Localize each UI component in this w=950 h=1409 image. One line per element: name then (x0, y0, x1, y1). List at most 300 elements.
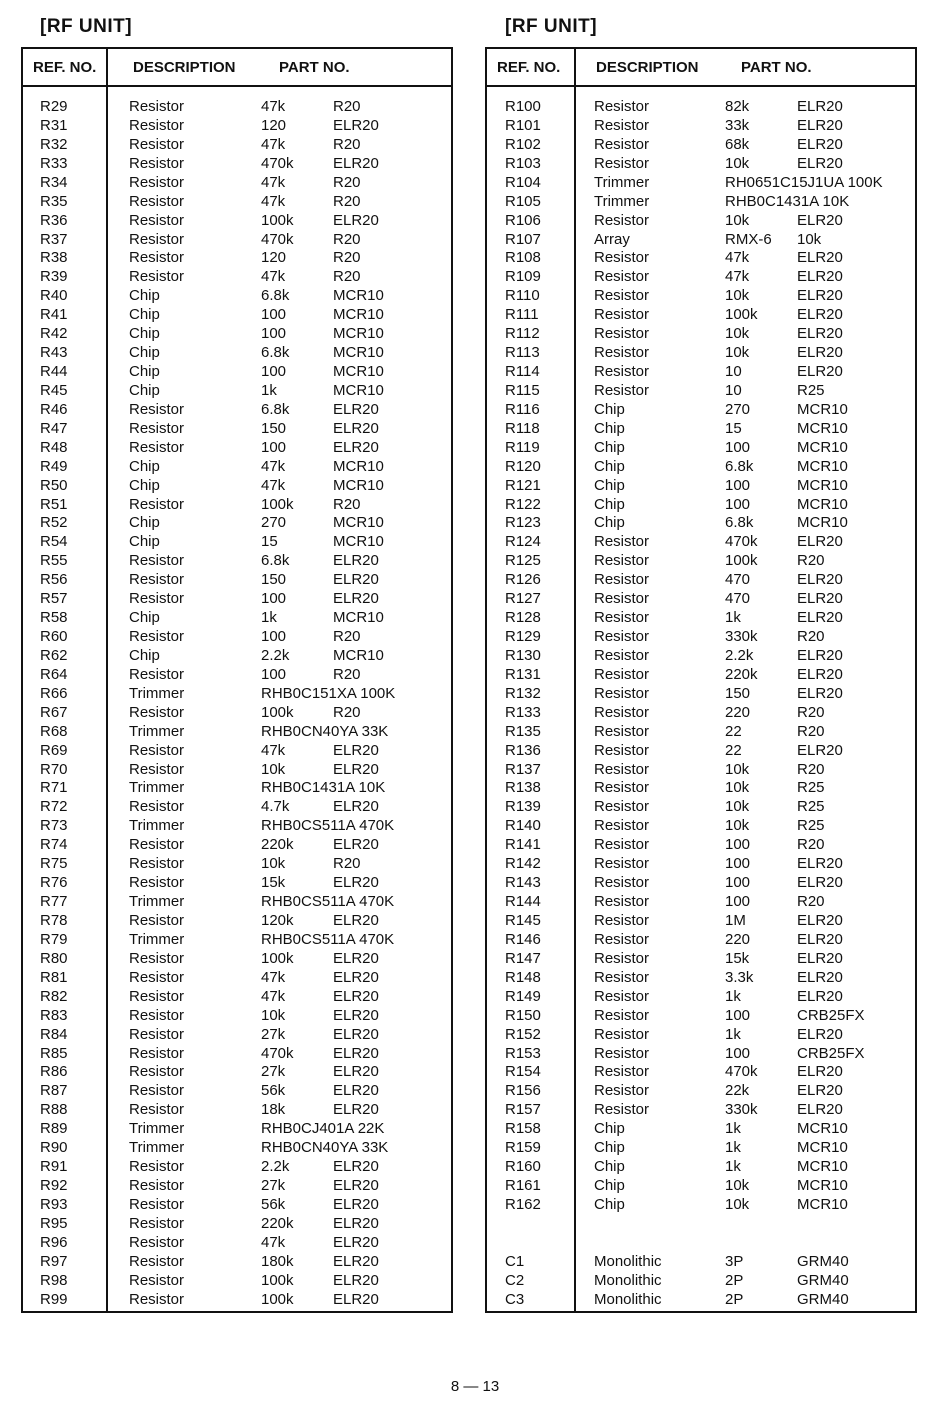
ref-no-cell: R31 (40, 116, 68, 134)
table-row (23, 343, 451, 362)
table-row (487, 627, 915, 646)
description-cell: Resistor (129, 836, 185, 854)
description-cell: Resistor (129, 1063, 185, 1081)
table-row (487, 1100, 915, 1119)
value-cell: 47k (261, 741, 286, 759)
description-cell: Chip (594, 495, 625, 513)
value-cell: 47k (725, 268, 750, 286)
part-no-cell: R25 (797, 381, 825, 399)
part-no-cell: ELR20 (333, 1082, 379, 1100)
ref-no-cell: R46 (40, 400, 68, 418)
part-no-header: PART NO. (741, 59, 812, 76)
table-row (23, 684, 451, 703)
part-no-cell: ELR20 (797, 98, 843, 115)
part-no-cell: R25 (797, 798, 825, 816)
value-cell: 10 (725, 363, 742, 381)
table-row (23, 551, 451, 570)
value-cell: 4.7k (261, 798, 290, 816)
ref-no-cell: R39 (40, 268, 68, 286)
description-cell: Resistor (594, 930, 650, 948)
part-no-cell: ELR20 (797, 249, 843, 267)
ref-no-cell: R84 (40, 1025, 68, 1043)
ref-no-cell: R143 (505, 874, 541, 892)
table-row (23, 722, 451, 741)
table-row (487, 116, 915, 135)
value-cell: 10k (725, 798, 750, 816)
value-cell: RHB0CS511A 470K (261, 930, 395, 948)
ref-no-cell: R158 (505, 1120, 541, 1138)
value-cell: 3.3k (725, 968, 754, 986)
description-cell: Trimmer (129, 817, 185, 835)
table-row (23, 192, 451, 211)
part-no-cell: MCR10 (333, 533, 384, 551)
description-cell: Resistor (594, 154, 650, 172)
part-no-cell: MCR10 (797, 1158, 848, 1176)
description-cell: Chip (129, 325, 160, 343)
ref-no-cell: R34 (40, 173, 68, 191)
ref-no-cell: R147 (505, 949, 541, 967)
part-no-cell: ELR20 (333, 552, 379, 570)
ref-no-cell: R29 (40, 98, 68, 115)
table-row (23, 854, 451, 873)
description-cell: Chip (129, 363, 160, 381)
description-cell: Chip (129, 306, 160, 324)
table-row (23, 968, 451, 987)
description-cell: Resistor (594, 968, 650, 986)
table-row (23, 97, 451, 116)
table-row (487, 778, 915, 797)
table-row (487, 1290, 915, 1309)
table-row (487, 1252, 915, 1271)
value-cell: 2.2k (725, 646, 754, 664)
part-no-cell: ELR20 (333, 949, 379, 967)
description-cell: Resistor (594, 1082, 650, 1100)
value-cell: 100k (261, 949, 294, 967)
value-cell: 27k (261, 1025, 286, 1043)
value-cell: RH0651C15J1UA 100K (725, 173, 883, 191)
ref-no-cell: R157 (505, 1101, 541, 1119)
ref-no-cell: R109 (505, 268, 541, 286)
value-cell: 100 (725, 476, 751, 494)
ref-no-cell: R85 (40, 1044, 68, 1062)
description-cell: Trimmer (594, 192, 650, 210)
part-no-cell: R20 (797, 836, 825, 854)
ref-no-cell: R90 (40, 1139, 68, 1157)
ref-no-cell: C1 (505, 1252, 525, 1270)
table-row (23, 1138, 451, 1157)
ref-no-cell: R154 (505, 1063, 541, 1081)
description-cell: Resistor (594, 1063, 650, 1081)
part-no-cell: R20 (333, 249, 361, 267)
table-row (487, 551, 915, 570)
value-cell: 100k (725, 306, 758, 324)
description-cell: Resistor (594, 1006, 650, 1024)
value-cell: 27k (261, 1177, 286, 1194)
table-row (23, 1006, 451, 1025)
value-cell: 470k (725, 533, 758, 551)
part-no-cell: ELR20 (333, 798, 379, 816)
left-unit-title: [RF UNIT] (40, 16, 133, 37)
table-row (23, 1062, 451, 1081)
ref-no-cell: R141 (505, 836, 541, 854)
ref-no-cell: R105 (505, 192, 541, 210)
description-cell: Resistor (594, 987, 650, 1005)
description-cell: Resistor (129, 173, 185, 191)
table-row (23, 305, 451, 324)
part-no-cell: ELR20 (797, 211, 843, 229)
value-cell: 56k (261, 1082, 286, 1100)
description-cell: Resistor (129, 268, 185, 286)
left-table-header (23, 49, 451, 87)
value-cell: 220k (261, 1214, 294, 1232)
part-no-cell: R20 (333, 268, 361, 286)
description-cell: Chip (129, 533, 160, 551)
ref-no-cell: R133 (505, 703, 541, 721)
left-parts-table (21, 47, 453, 1313)
table-row (23, 760, 451, 779)
table-row (487, 230, 915, 249)
ref-no-cell: R87 (40, 1082, 68, 1100)
part-no-cell: ELR20 (797, 741, 843, 759)
value-cell: 27k (261, 1063, 286, 1081)
value-cell: 120 (261, 116, 287, 134)
ref-no-cell: R150 (505, 1006, 541, 1024)
ref-no-cell: R115 (505, 381, 540, 399)
table-row (23, 457, 451, 476)
description-cell: Monolithic (594, 1271, 662, 1289)
value-cell: 100 (725, 495, 751, 513)
part-no-cell: ELR20 (797, 344, 843, 362)
table-row (487, 1119, 915, 1138)
value-cell: 10k (261, 1006, 286, 1024)
description-cell: Resistor (594, 1044, 650, 1062)
ref-no-cell: R137 (505, 760, 541, 778)
ref-no-cell: R47 (40, 419, 68, 437)
part-no-cell: GRM40 (797, 1290, 849, 1308)
part-no-cell: ELR20 (333, 1025, 379, 1043)
ref-no-cell: R79 (40, 930, 68, 948)
part-no-cell: ELR20 (333, 1290, 379, 1308)
table-row (23, 513, 451, 532)
right-unit-title: [RF UNIT] (505, 16, 598, 37)
description-cell: Trimmer (129, 1120, 185, 1138)
ref-no-cell: R92 (40, 1177, 68, 1194)
table-row (487, 987, 915, 1006)
description-cell: Resistor (129, 1195, 185, 1213)
table-row (487, 760, 915, 779)
description-header: DESCRIPTION (133, 59, 236, 76)
description-cell: Chip (594, 1120, 625, 1138)
ref-no-cell: R131 (505, 665, 541, 683)
ref-no-cell: R49 (40, 457, 68, 475)
description-cell: Resistor (594, 798, 650, 816)
value-cell: 3P (725, 1252, 744, 1270)
part-no-cell: ELR20 (333, 968, 379, 986)
table-row (23, 741, 451, 760)
description-cell: Resistor (129, 855, 185, 873)
table-row (23, 646, 451, 665)
part-no-cell: R20 (333, 855, 361, 873)
value-cell: 1k (725, 1120, 741, 1138)
part-no-cell: ELR20 (797, 949, 843, 967)
ref-no-cell: R126 (505, 571, 541, 589)
value-cell: 6.8k (725, 457, 754, 475)
value-cell: 330k (725, 1101, 758, 1119)
description-cell: Resistor (129, 135, 185, 153)
table-row (487, 873, 915, 892)
ref-no-cell: R81 (40, 968, 68, 986)
part-no-cell: ELR20 (333, 741, 379, 759)
value-cell: 100k (261, 211, 294, 229)
part-no-header: PART NO. (279, 59, 350, 76)
description-cell: Resistor (129, 741, 185, 759)
ref-no-cell: R80 (40, 949, 68, 967)
table-row (23, 1176, 451, 1195)
table-row (487, 532, 915, 551)
ref-no-cell: R38 (40, 249, 68, 267)
ref-no-cell: R159 (505, 1139, 541, 1157)
value-cell: 15 (725, 419, 742, 437)
value-cell: RHB0C1431A 10K (261, 779, 386, 797)
table-row (23, 589, 451, 608)
value-cell: 22k (725, 1082, 750, 1100)
right-parts-table (485, 47, 917, 1313)
table-row (23, 1044, 451, 1063)
table-row (23, 1195, 451, 1214)
part-no-cell: MCR10 (797, 1120, 848, 1138)
table-row (487, 438, 915, 457)
table-row (487, 1157, 915, 1176)
ref-no-cell: R146 (505, 930, 541, 948)
table-row (23, 778, 451, 797)
table-row (487, 400, 915, 419)
table-row (487, 381, 915, 400)
table-row (487, 1271, 915, 1290)
ref-no-cell: R75 (40, 855, 68, 873)
table-row (487, 1006, 915, 1025)
table-row (487, 457, 915, 476)
table-row (487, 816, 915, 835)
ref-no-cell: R108 (505, 249, 541, 267)
part-no-cell: ELR20 (797, 571, 843, 589)
table-row (23, 835, 451, 854)
value-cell: 270 (725, 400, 751, 418)
ref-no-cell: R76 (40, 874, 68, 892)
table-row (487, 797, 915, 816)
table-row (23, 362, 451, 381)
value-cell: 100 (725, 874, 751, 892)
description-cell: Resistor (594, 381, 650, 399)
value-cell: 6.8k (725, 514, 754, 532)
ref-no-cell: R66 (40, 684, 68, 702)
value-cell: 22 (725, 741, 742, 759)
table-row (23, 930, 451, 949)
ref-no-cell: R77 (40, 893, 68, 911)
value-cell: 47k (261, 98, 286, 115)
ref-no-cell: R135 (505, 722, 541, 740)
part-no-cell: ELR20 (797, 911, 843, 929)
value-cell: 6.8k (261, 344, 290, 362)
part-no-cell: ELR20 (797, 1025, 843, 1043)
part-no-cell: ELR20 (797, 135, 843, 153)
description-cell: Resistor (594, 817, 650, 835)
description-cell: Resistor (594, 249, 650, 267)
table-row (23, 570, 451, 589)
description-cell: Resistor (129, 495, 185, 513)
ref-no-cell: R136 (505, 741, 541, 759)
description-cell: Resistor (594, 116, 650, 134)
value-cell: 47k (261, 1233, 286, 1251)
ref-no-cell: R44 (40, 363, 68, 381)
part-no-cell: R20 (333, 703, 361, 721)
ref-no-cell: R161 (505, 1177, 541, 1194)
description-cell: Resistor (129, 703, 185, 721)
description-cell: Chip (594, 400, 625, 418)
ref-no-cell: R149 (505, 987, 541, 1005)
description-cell: Chip (594, 419, 625, 437)
description-cell: Resistor (594, 552, 650, 570)
value-cell: 100 (261, 590, 287, 608)
description-cell: Chip (129, 609, 160, 627)
table-row (487, 211, 915, 230)
description-cell: Resistor (594, 779, 650, 797)
ref-no-cell: R107 (505, 230, 541, 248)
table-row (487, 722, 915, 741)
ref-no-cell: R152 (505, 1025, 541, 1043)
part-no-cell: R20 (333, 192, 361, 210)
description-cell: Resistor (129, 1290, 185, 1308)
table-row (23, 173, 451, 192)
part-no-cell: ELR20 (797, 325, 843, 343)
value-cell: 10k (725, 287, 750, 305)
value-cell: 68k (725, 135, 750, 153)
value-cell: 1k (725, 1158, 741, 1176)
value-cell: 100 (261, 306, 287, 324)
table-row (23, 135, 451, 154)
part-no-cell: R20 (797, 722, 825, 740)
value-cell: 22 (725, 722, 742, 740)
page-number: 8 — 13 (450, 1378, 500, 1395)
part-no-cell: ELR20 (333, 1233, 379, 1251)
value-cell: 100k (261, 495, 294, 513)
table-row (487, 949, 915, 968)
part-no-cell: R20 (797, 628, 825, 646)
description-cell: Trimmer (129, 930, 185, 948)
description-cell: Resistor (594, 855, 650, 873)
value-cell: RHB0C1431A 10K (725, 192, 850, 210)
description-cell: Resistor (129, 1271, 185, 1289)
part-no-cell: ELR20 (797, 154, 843, 172)
description-cell: Resistor (129, 1101, 185, 1119)
ref-no-cell: R116 (505, 400, 540, 418)
part-no-cell: MCR10 (333, 457, 384, 475)
ref-no-cell: R86 (40, 1063, 68, 1081)
table-row (23, 267, 451, 286)
value-cell: 470k (261, 1044, 294, 1062)
table-row (487, 684, 915, 703)
description-cell: Resistor (129, 968, 185, 986)
ref-no-cell: R114 (505, 363, 540, 381)
table-row (487, 665, 915, 684)
table-row (23, 987, 451, 1006)
ref-no-cell: R129 (505, 628, 541, 646)
part-no-cell: ELR20 (333, 571, 379, 589)
description-cell: Resistor (594, 911, 650, 929)
part-no-cell: MCR10 (797, 476, 848, 494)
ref-no-cell: R113 (505, 344, 540, 362)
table-row (487, 930, 915, 949)
description-cell: Chip (594, 476, 625, 494)
description-cell: Resistor (129, 1214, 185, 1232)
ref-no-cell: R96 (40, 1233, 68, 1251)
table-row (487, 854, 915, 873)
table-row (487, 286, 915, 305)
ref-no-cell: R104 (505, 173, 541, 191)
table-row (487, 646, 915, 665)
part-no-cell: MCR10 (333, 363, 384, 381)
ref-no-cell: R70 (40, 760, 68, 778)
description-cell: Resistor (129, 1006, 185, 1024)
description-cell: Resistor (129, 1177, 185, 1194)
value-cell: RHB0CS511A 470K (261, 893, 395, 911)
table-row (23, 665, 451, 684)
value-cell: 100k (261, 1290, 294, 1308)
part-no-cell: MCR10 (333, 306, 384, 324)
table-row (23, 116, 451, 135)
table-row (487, 476, 915, 495)
description-cell: Chip (594, 438, 625, 456)
value-cell: 6.8k (261, 552, 290, 570)
part-no-cell: MCR10 (333, 344, 384, 362)
value-cell: 1M (725, 911, 746, 929)
table-row (487, 1062, 915, 1081)
table-row (23, 1290, 451, 1309)
part-no-cell: R20 (797, 703, 825, 721)
table-row (23, 911, 451, 930)
value-cell: 220 (725, 703, 751, 721)
value-cell: 10k (725, 211, 750, 229)
table-row (23, 286, 451, 305)
part-no-cell: ELR20 (333, 987, 379, 1005)
value-cell: 47k (261, 457, 286, 475)
part-no-cell: R20 (333, 665, 361, 683)
part-no-cell: MCR10 (797, 1139, 848, 1157)
value-cell: 1k (725, 1139, 741, 1157)
description-cell: Resistor (594, 211, 650, 229)
description-cell: Array (594, 230, 630, 248)
description-cell: Resistor (594, 325, 650, 343)
value-cell: 15k (261, 874, 286, 892)
value-cell: 150 (725, 684, 751, 702)
part-no-cell: ELR20 (333, 1252, 379, 1270)
description-cell: Resistor (129, 798, 185, 816)
description-cell: Resistor (594, 590, 650, 608)
ref-no-cell: R55 (40, 552, 68, 570)
ref-no-cell: R142 (505, 855, 541, 873)
ref-no-cell: R110 (505, 287, 540, 305)
table-row (487, 703, 915, 722)
description-cell: Resistor (129, 116, 185, 134)
ref-no-cell: R45 (40, 381, 68, 399)
table-row (23, 1119, 451, 1138)
part-no-cell: MCR10 (333, 514, 384, 532)
description-cell: Trimmer (594, 173, 650, 191)
table-row (23, 1233, 451, 1252)
table-row (23, 1081, 451, 1100)
table-row (487, 305, 915, 324)
part-no-cell: ELR20 (797, 874, 843, 892)
part-no-cell: ELR20 (797, 665, 843, 683)
